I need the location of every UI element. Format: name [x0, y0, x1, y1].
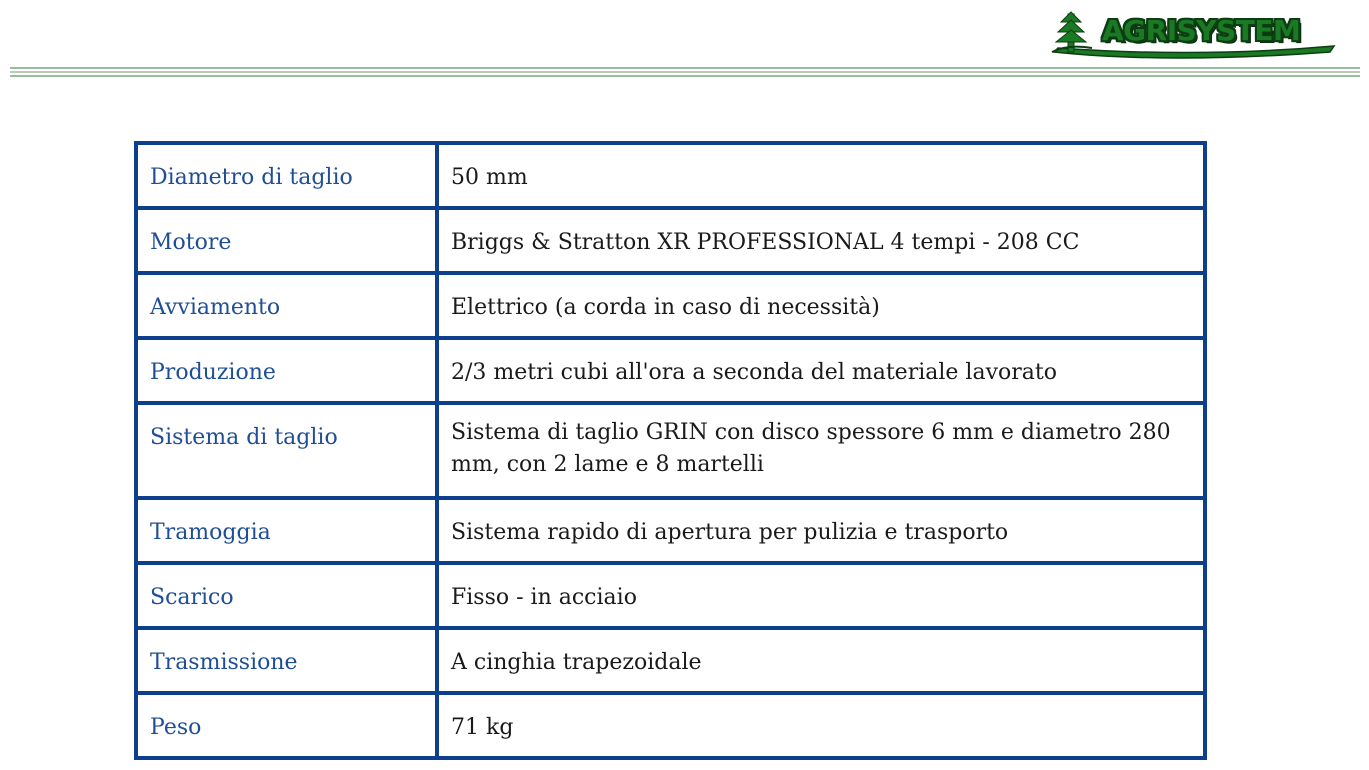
table-row	[136, 693, 1205, 758]
table-row	[136, 628, 1205, 693]
spec-table	[134, 141, 1207, 760]
spec-value: 2/3 metri cubi all'ora a seconda del materiale lavorato	[437, 338, 1205, 403]
spec-label: Produzione	[136, 338, 437, 403]
spec-label: Trasmissione	[136, 628, 437, 693]
spec-value: Sistema rapido di apertura per pulizia e trasporto	[437, 498, 1205, 563]
logo-text: AGRISYSTEM	[1102, 14, 1301, 47]
table-row	[136, 143, 1205, 208]
spec-value: Fisso - in acciaio	[437, 563, 1205, 628]
table-row	[136, 403, 1205, 498]
spec-value: 71 kg	[437, 693, 1205, 758]
header-divider	[10, 66, 1360, 80]
spec-label: Tramoggia	[136, 498, 437, 563]
spec-label: Sistema di taglio	[136, 403, 437, 498]
table-row	[136, 563, 1205, 628]
spec-label: Scarico	[136, 563, 437, 628]
spec-value: 50 mm	[437, 143, 1205, 208]
table-row	[136, 498, 1205, 563]
spec-label: Peso	[136, 693, 437, 758]
spec-value: A cinghia trapezoidale	[437, 628, 1205, 693]
agrisystem-logo	[1048, 8, 1338, 64]
spec-label: Motore	[136, 208, 437, 273]
table-row	[136, 208, 1205, 273]
table-row	[136, 338, 1205, 403]
spec-value: Sistema di taglio GRIN con disco spessore 6 mm e diametro 280 mm, con 2 lame e 8 martelli	[437, 403, 1205, 498]
spec-value: Elettrico (a corda in caso di necessità)	[437, 273, 1205, 338]
spec-label: Diametro di taglio	[136, 143, 437, 208]
spec-label: Avviamento	[136, 273, 437, 338]
spec-value: Briggs & Stratton XR PROFESSIONAL 4 tempi - 208 CC	[437, 208, 1205, 273]
table-row	[136, 273, 1205, 338]
